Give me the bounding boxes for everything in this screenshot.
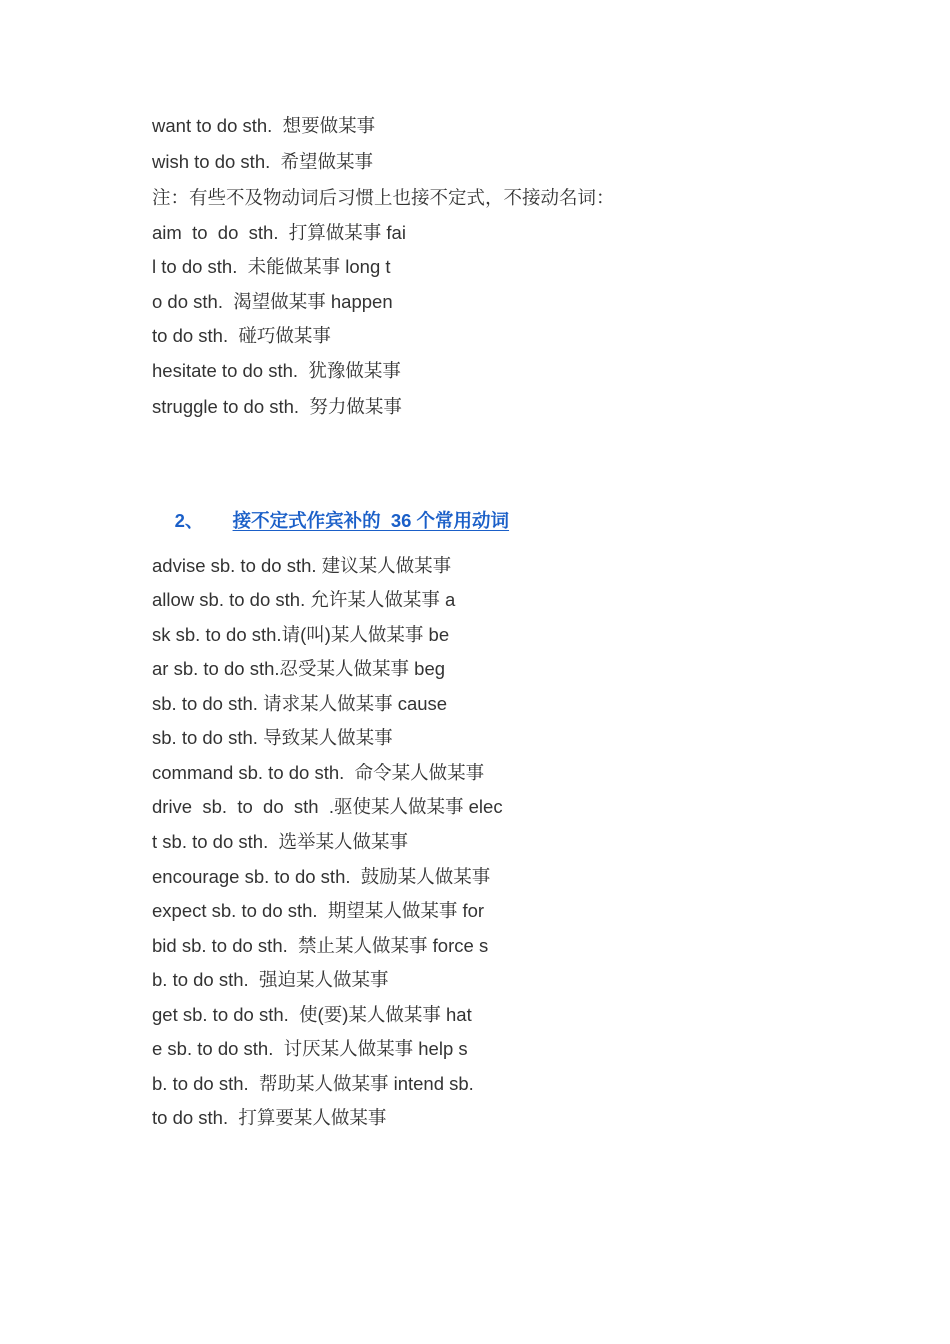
section-number: 2、: [174, 510, 204, 531]
text-line: bid sb. to do sth. 禁止某人做某事 force s: [152, 935, 489, 956]
text-line: ar sb. to do sth.忍受某人做某事 beg: [152, 658, 446, 679]
text-line: b. to do sth. 强迫某人做某事: [152, 969, 389, 990]
text-line: wish to do sth. 希望做某事: [152, 151, 374, 172]
text-line: advise sb. to do sth. 建议某人做某事: [152, 555, 452, 576]
text-line: drive sb. to do sth .驱使某人做某事 elec: [152, 796, 503, 817]
text-line: get sb. to do sth. 使(要)某人做某事 hat: [152, 1004, 472, 1025]
text-line: aim to do sth. 打算做某事 fai: [152, 222, 406, 243]
text-line: encourage sb. to do sth. 鼓励某人做某事: [152, 866, 491, 887]
text-line: command sb. to do sth. 命令某人做某事: [152, 762, 485, 783]
text-line: o do sth. 渴望做某事 happen: [152, 291, 393, 312]
text-line: sb. to do sth. 请求某人做某事 cause: [152, 693, 448, 714]
text-line: to do sth. 打算要某人做某事: [152, 1107, 387, 1128]
text-line: sb. to do sth. 导致某人做某事: [152, 727, 393, 748]
text-line: l to do sth. 未能做某事 long t: [152, 256, 391, 277]
text-line: e sb. to do sth. 讨厌某人做某事 help s: [152, 1038, 468, 1059]
text-line: sk sb. to do sth.请(叫)某人做某事 be: [152, 624, 450, 645]
text-line: b. to do sth. 帮助某人做某事 intend sb.: [152, 1073, 474, 1094]
text-line: allow sb. to do sth. 允许某人做某事 a: [152, 589, 456, 610]
text-line: expect sb. to do sth. 期望某人做某事 for: [152, 900, 485, 921]
section-heading: [154, 485, 509, 557]
text-line: t sb. to do sth. 选举某人做某事: [152, 831, 408, 852]
text-line: struggle to do sth. 努力做某事: [152, 396, 402, 417]
text-line: want to do sth. 想要做某事: [152, 115, 376, 136]
text-line: to do sth. 碰巧做某事: [152, 325, 331, 346]
text-line: hesitate to do sth. 犹豫做某事: [152, 360, 401, 381]
note-line: 注：有些不及物动词后习惯上也接不定式，不接动名词：: [152, 187, 615, 208]
section-title-link[interactable]: 接不定式作宾补的 36 个常用动词: [232, 510, 510, 531]
